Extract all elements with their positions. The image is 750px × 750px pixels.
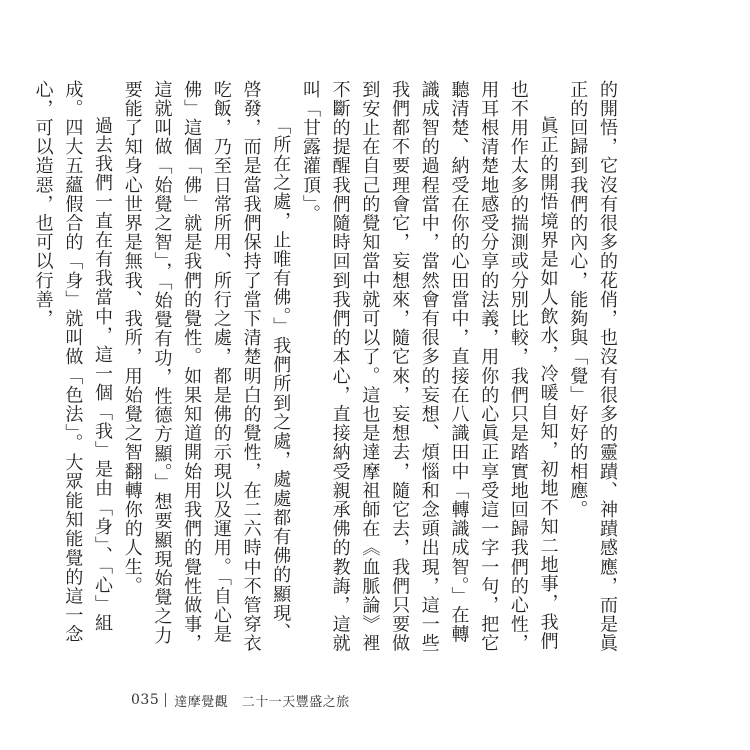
paragraph-3: 「所在之處，止唯有佛。」我們所到之處，處處都有佛的顯現、啓發，而是當我們保持了當下清楚明白的覺性，在二六時中不管穿衣吃飯，乃至日常所用、所行之處，都是佛的示現以及運用。「自心是佛」這個「佛」就是我們的覺性。如果知道開始用我們的覺性做事，這就叫做「始覺之智」，「始覺有功，性德方顯。」想要顯現始覺之力要能了知身心世界是無我、我所，用始覺之智翻轉你的人生。 [121, 80, 292, 653]
paragraph-2: 眞正的開悟境界是如人飲水，冷暖自知，初地不知二地事，我們也不用作太多的揣測或分別比較，我們只是踏實地回歸我們的心性，用耳根清楚地感受分享的法義，用你的心眞正享受這一字一句，把它聽清楚、納受在你的心田當中，直接在八識田中「轉識成智。」在轉識成智的過程當中，當然會有很多的妄想、煩惱和念頭出現，這一些我們都不要理會它，妄想來，隨它來，妄想去，隨它去，我們只要做到安止在自己的覺知當中就可以了。這也是達摩祖師在《血脈論》裡不斷的提醒我們隨時回到我們的本心，直接納受親承佛的教誨，這就叫「甘露灌頂」。 [299, 80, 559, 653]
page-number: 035 [131, 692, 160, 708]
footer-divider [165, 693, 166, 707]
paragraph-1: 的開悟，它沒有很多的花俏，也沒有很多的靈蹟、神蹟感應，而是眞正的回歸到我們的內心，能夠與「覺」好好的相應。 [567, 80, 618, 653]
paragraph-4: 過去我們一直在有我當中，這一個「我」是由「身」、「心」組成。四大五蘊假合的「身」就叫做「色法」。大眾能知能覺的這一念心，可以造惡，也可以行善， [32, 80, 114, 644]
running-title: 達摩覺觀 二十一天豐盛之旅 [174, 694, 350, 710]
page-footer [131, 689, 350, 711]
vertical-text-body [32, 80, 622, 660]
